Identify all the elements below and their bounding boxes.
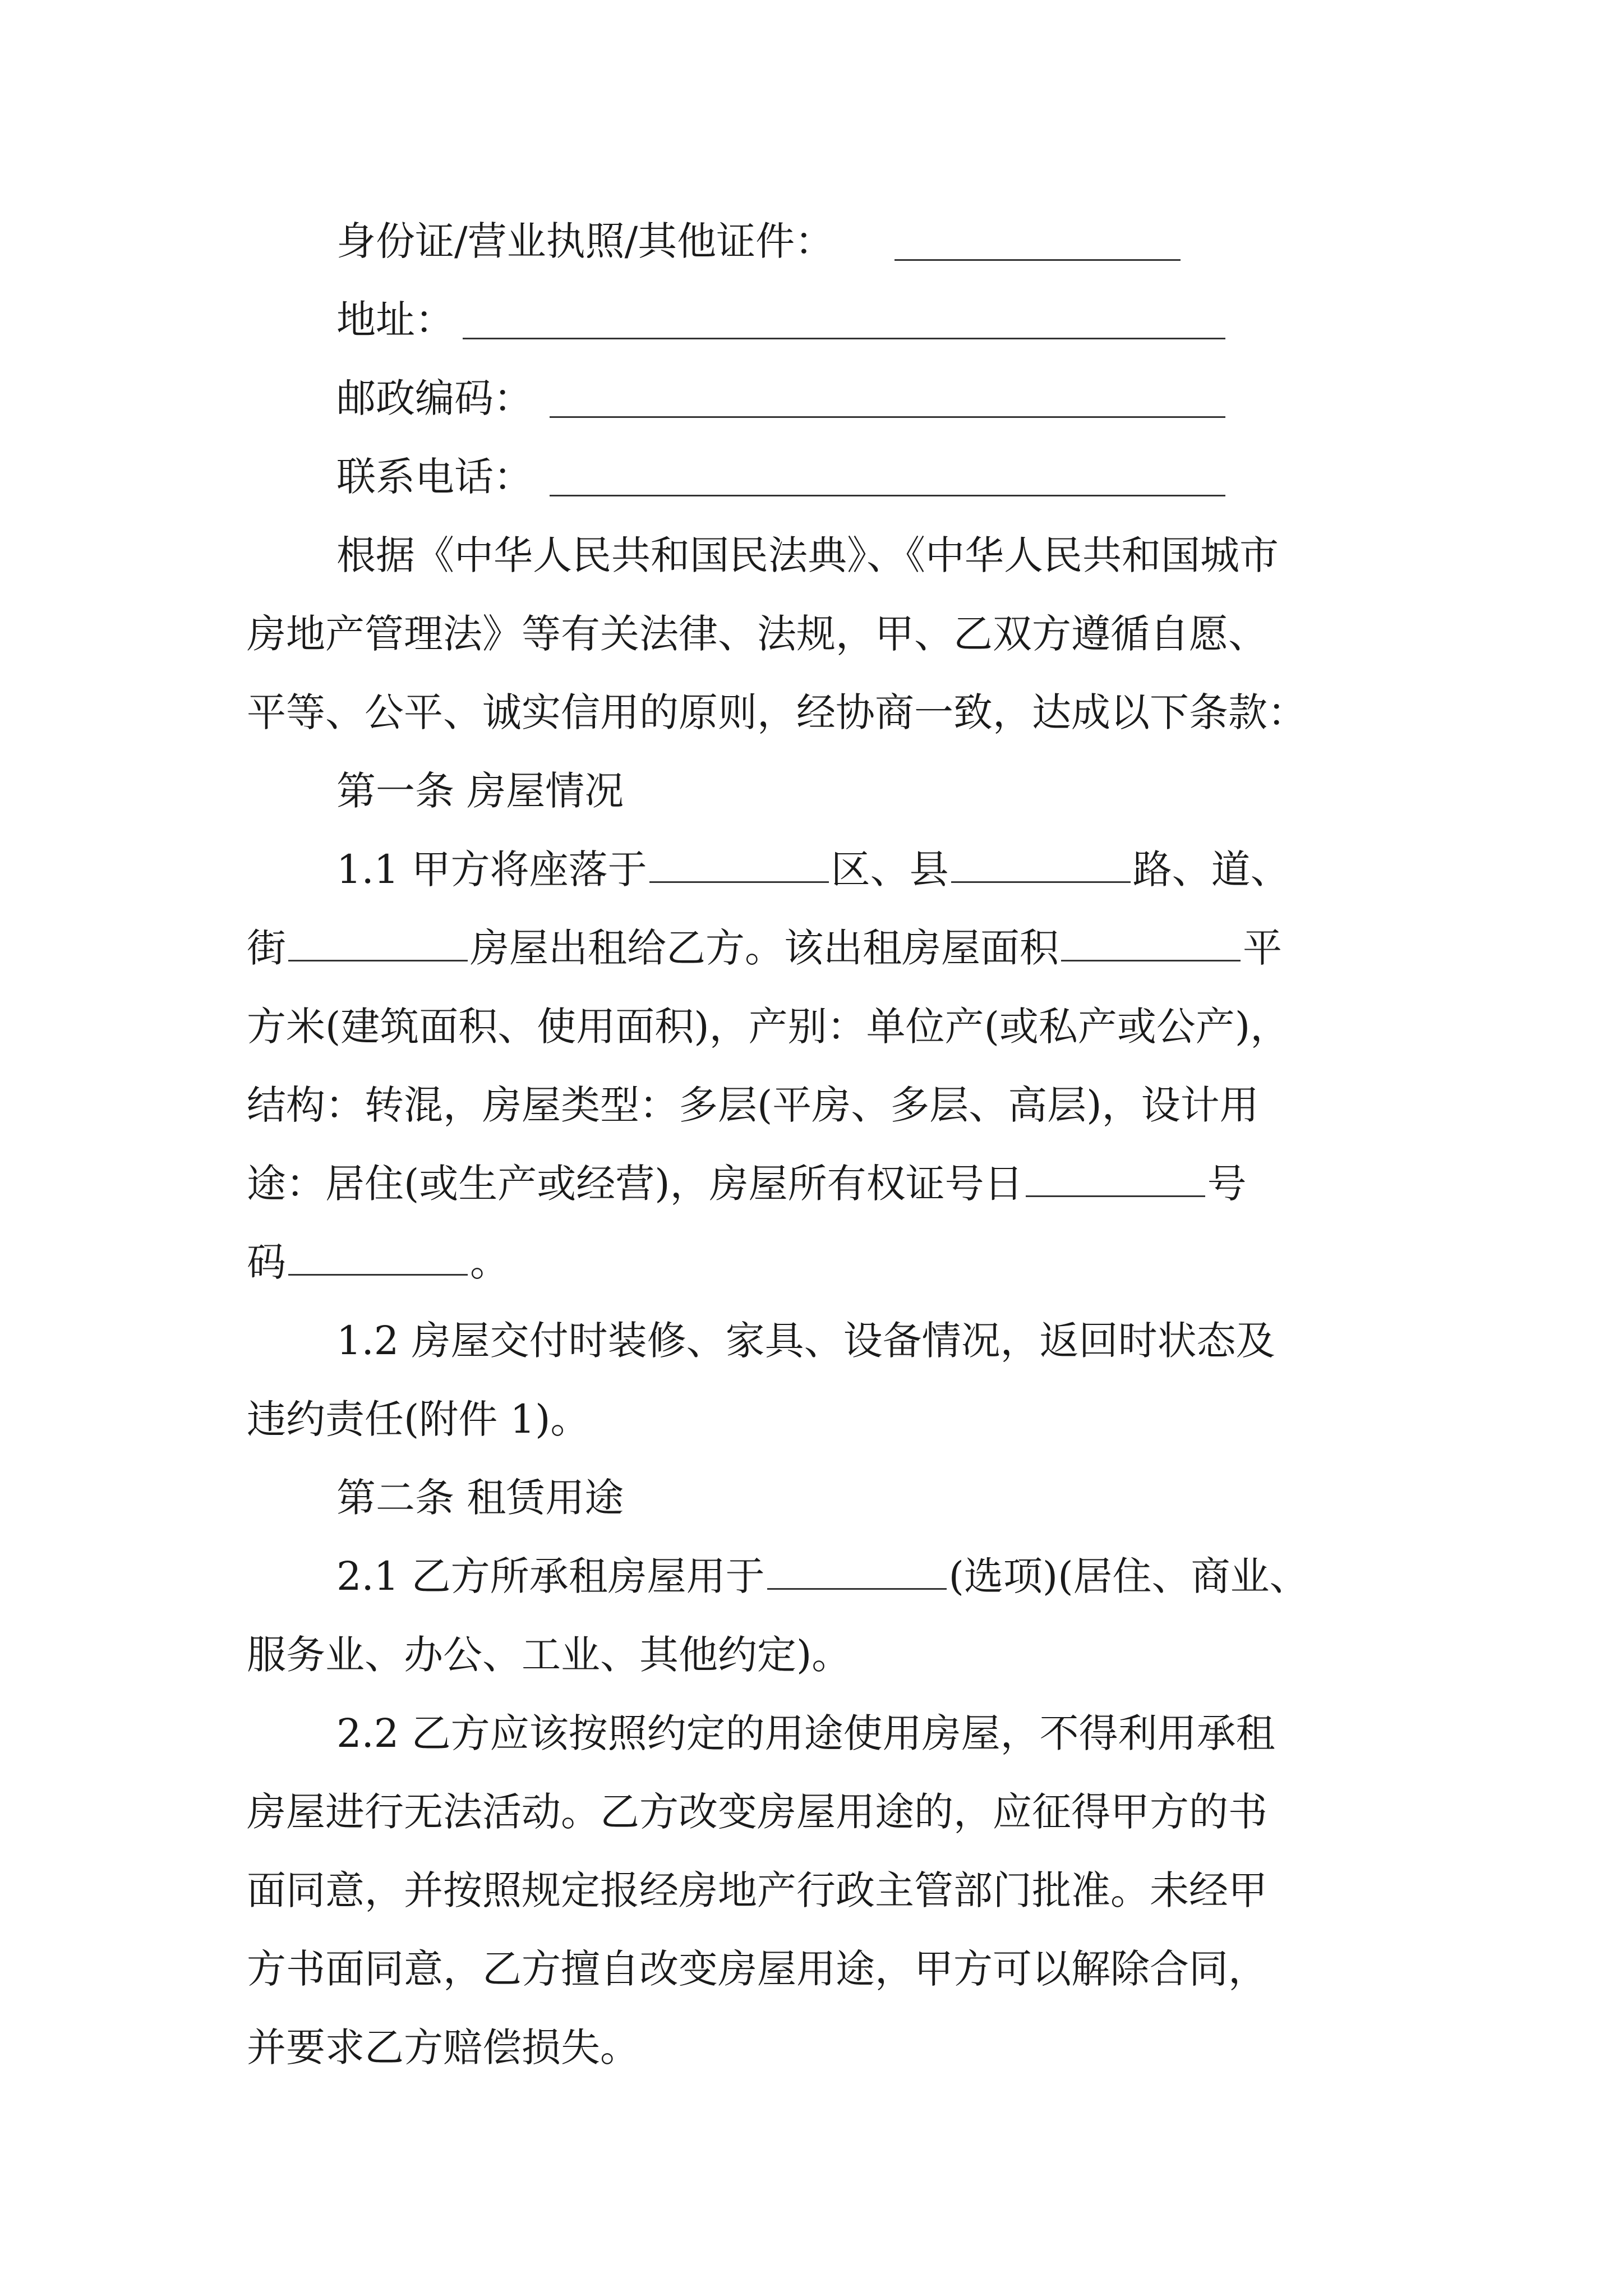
article1-p11-line4: 结构：转混，房屋类型：多层(平房、多层、高层)，设计用 bbox=[247, 1082, 1259, 1128]
p11-text: 1.1 甲方将座落于 bbox=[336, 846, 647, 892]
address-field-label: 地址： bbox=[336, 297, 454, 343]
intro-line: 平等、公平、诚实信用的原则，经协商一致，达成以下条款： bbox=[247, 689, 1307, 735]
article2-p22-line3: 面同意，并按照规定报经房地产行政主管部门批准。未经甲 bbox=[247, 1867, 1267, 1913]
p11-text: 码 bbox=[247, 1239, 286, 1285]
postcode-field-label: 邮政编码： bbox=[336, 375, 533, 421]
article1-p12-line1: 1.2 房屋交付时装修、家具、设备情况，返回时状态及 bbox=[336, 1318, 1275, 1364]
phone-field-row bbox=[336, 454, 533, 500]
intro-line: 房地产管理法》等有关法律、法规，甲、乙双方遵循自愿、 bbox=[247, 611, 1267, 657]
article2-p21-line2: 服务业、办公、工业、其他约定)。 bbox=[247, 1632, 851, 1678]
article1-p11-line5 bbox=[247, 1161, 1247, 1207]
id-field-row bbox=[336, 218, 834, 264]
blank-road bbox=[951, 877, 1131, 883]
address-field-row bbox=[336, 297, 454, 343]
article2-p22-line2: 房屋进行无法活动。乙方改变房屋用途的，应征得甲方的书 bbox=[247, 1789, 1267, 1835]
blank-district bbox=[649, 877, 829, 883]
id-field-label: 身份证/营业执照/其他证件： bbox=[336, 218, 834, 264]
article2-p21-line1 bbox=[336, 1553, 1309, 1599]
phone-field-label: 联系电话： bbox=[336, 454, 533, 500]
blank-street bbox=[288, 955, 468, 961]
p11-text: 房屋出租给乙方。该出租房屋面积 bbox=[470, 925, 1059, 971]
article1-p11-line1 bbox=[336, 846, 1290, 892]
id-field-blank bbox=[895, 259, 1181, 261]
blank-usage bbox=[767, 1584, 947, 1590]
p11-text: 路、道、 bbox=[1132, 846, 1290, 892]
p11-text: 平 bbox=[1243, 925, 1282, 971]
postcode-field-blank bbox=[550, 416, 1225, 418]
blank-certificate-number bbox=[288, 1269, 468, 1276]
p11-text: 区、县 bbox=[831, 846, 949, 892]
article1-p12-line2: 违约责任(附件 1)。 bbox=[247, 1396, 590, 1442]
p11-text: 途：居住(或生产或经营)，房屋所有权证号日 bbox=[247, 1161, 1023, 1207]
p11-text: 街 bbox=[247, 925, 286, 971]
article2-p22-line5: 并要求乙方赔偿损失。 bbox=[247, 2024, 639, 2070]
article1-p11-line2 bbox=[247, 925, 1282, 971]
p21-text: (选项)(居住、商业、 bbox=[948, 1553, 1309, 1599]
phone-field-blank bbox=[550, 495, 1225, 496]
address-field-blank bbox=[463, 338, 1225, 339]
article2-p22-line4: 方书面同意，乙方擅自改变房屋用途，甲方可以解除合同， bbox=[247, 1946, 1267, 1992]
blank-area bbox=[1061, 955, 1241, 961]
p11-text: 号 bbox=[1207, 1161, 1247, 1207]
intro-line: 根据《中华人民共和国民法典》、《中华人民共和国城市 bbox=[336, 532, 1279, 578]
blank-certificate-date bbox=[1026, 1191, 1205, 1197]
article2-p22-line1: 2.2 乙方应该按照约定的用途使用房屋，不得利用承租 bbox=[336, 1710, 1275, 1756]
p21-text: 2.1 乙方所承租房屋用于 bbox=[336, 1553, 765, 1599]
p11-text: 。 bbox=[470, 1239, 509, 1285]
article1-p11-line3: 方米(建筑面积、使用面积)，产别：单位产(或私产或公产)， bbox=[247, 1004, 1290, 1050]
article1-title: 第一条 房屋情况 bbox=[336, 768, 624, 814]
article2-title: 第二条 租赁用途 bbox=[336, 1475, 624, 1521]
postcode-field-row bbox=[336, 375, 533, 421]
article1-p11-line6 bbox=[247, 1239, 509, 1285]
